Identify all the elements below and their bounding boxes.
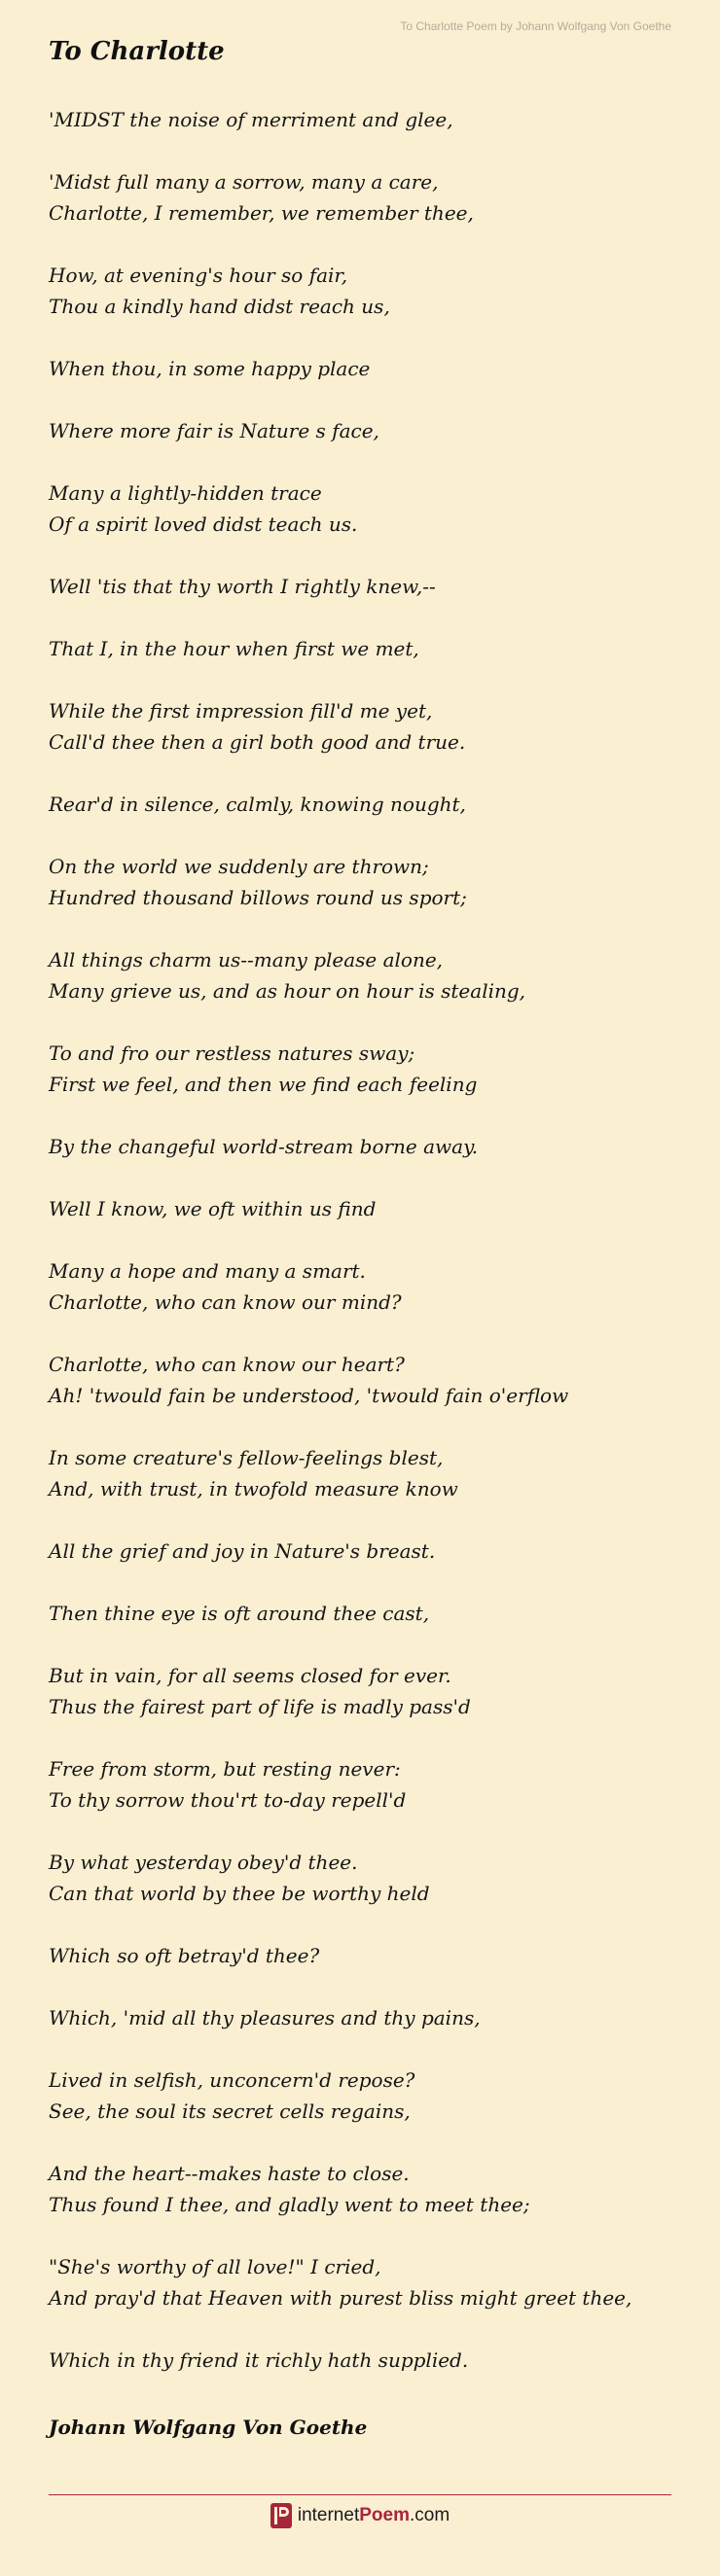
poem-line: While the first impression fill'd me yet, <box>49 699 433 723</box>
poem-line: 'MIDST the noise of merriment and glee, <box>49 108 453 131</box>
poem-line: Ah! 'twould fain be understood, 'twould fain o'erflow <box>49 1384 569 1407</box>
poem-line: All things charm us--many please alone, <box>49 948 444 971</box>
poem-line: "She's worthy of all love!" I cried, <box>49 2255 381 2278</box>
poem-line: First we feel, and then we find each feeling <box>49 1073 478 1096</box>
poem-stanza <box>49 695 691 758</box>
poem-line: Then thine eye is oft around thee cast, <box>49 1602 430 1625</box>
poem-stanza <box>49 1255 691 1318</box>
poem-line: And, with trust, in twofold measure know <box>49 1477 458 1500</box>
poem-stanza <box>49 789 691 820</box>
logo-suffix: .com <box>409 2505 450 2525</box>
poem-line: But in vain, for all seems closed for ever. <box>49 1664 451 1687</box>
poem-stanza <box>49 1349 691 1411</box>
poem-line: How, at evening's hour so fair, <box>49 264 348 287</box>
poem-line: By what yesterday obey'd thee. <box>49 1851 358 1874</box>
poem-body <box>49 104 691 2407</box>
poem-stanza <box>49 1847 691 1909</box>
poem-line: In some creature's fellow-feelings blest, <box>49 1446 444 1469</box>
poem-line: Many grieve us, and as hour on hour is stealing, <box>49 979 526 1003</box>
poem-stanza <box>49 2158 691 2220</box>
poem-line: All the grief and joy in Nature's breast. <box>49 1539 436 1563</box>
poem-stanza <box>49 260 691 322</box>
poem-stanza <box>49 571 691 602</box>
poem-stanza <box>49 944 691 1006</box>
poem-line: By the changeful world-stream borne away. <box>49 1135 479 1158</box>
poem-line: To and fro our restless natures sway; <box>49 1041 415 1065</box>
poem-line: Which so oft betray'd thee? <box>49 1944 320 1967</box>
poem-line: Thus found I thee, and gladly went to meet thee; <box>49 2193 530 2216</box>
poem-line: Charlotte, who can know our heart? <box>49 1353 405 1376</box>
poem-stanza <box>49 477 691 540</box>
poem-line: On the world we suddenly are thrown; <box>49 855 429 878</box>
poem-line: And pray'd that Heaven with purest bliss might greet thee, <box>49 2286 632 2310</box>
poem-line: Lived in selfish, unconcern'd repose? <box>49 2068 415 2092</box>
poem-line: Call'd thee then a girl both good and true. <box>49 730 466 754</box>
poem-stanza <box>49 1442 691 1504</box>
footer-divider <box>49 2494 671 2495</box>
site-logo-text <box>298 2505 450 2526</box>
internetpoem-logo-icon <box>270 2503 292 2528</box>
site-logo[interactable] <box>0 2503 720 2528</box>
poem-stanza <box>49 2002 691 2033</box>
poem-line: Can that world by thee be worthy held <box>49 1882 430 1905</box>
poem-line: And the heart--makes haste to close. <box>49 2162 410 2185</box>
poem-stanza <box>49 1753 691 1816</box>
poem-stanza <box>49 353 691 384</box>
poem-line: To thy sorrow thou'rt to-day repell'd <box>49 1788 407 1812</box>
poem-line: Free from storm, but resting never: <box>49 1757 401 1781</box>
poem-stanza <box>49 104 691 135</box>
poem-stanza <box>49 1660 691 1722</box>
poem-stanza <box>49 2064 691 2127</box>
poem-stanza <box>49 851 691 913</box>
poem-line: 'Midst full many a sorrow, many a care, <box>49 170 439 194</box>
poem-line: Hundred thousand billows round us sport; <box>49 886 467 909</box>
poem-stanza <box>49 1598 691 1629</box>
poem-stanza <box>49 1131 691 1162</box>
poem-line: Well I know, we oft within us find <box>49 1197 377 1220</box>
poem-line: Rear'd in silence, calmly, knowing nought, <box>49 793 466 816</box>
poem-line: Well 'tis that thy worth I rightly knew,-- <box>49 575 436 598</box>
poem-stanza <box>49 2345 691 2376</box>
poem-line: Many a lightly-hidden trace <box>49 481 322 505</box>
poem-line: Charlotte, I remember, we remember thee, <box>49 201 474 225</box>
poem-stanza <box>49 2251 691 2313</box>
header-caption: To Charlotte Poem by Johann Wolfgang Von Goethe <box>400 19 671 33</box>
poem-stanza <box>49 166 691 229</box>
poem-line: Many a hope and many a smart. <box>49 1259 366 1283</box>
logo-brand: Poem <box>359 2505 410 2525</box>
poem-stanza <box>49 1193 691 1224</box>
logo-prefix: internet <box>297 2505 360 2525</box>
poem-author: Johann Wolfgang Von Goethe <box>49 2416 368 2439</box>
poem-stanza <box>49 1940 691 1971</box>
poem-line: Thou a kindly hand didst reach us, <box>49 295 390 318</box>
poem-line: When thou, in some happy place <box>49 357 371 380</box>
poem-stanza <box>49 1535 691 1567</box>
poem-line: Which, 'mid all thy pleasures and thy pains, <box>49 2006 481 2029</box>
poem-title: To Charlotte <box>49 37 225 66</box>
poem-line: Of a spirit loved didst teach us. <box>49 512 358 536</box>
poem-line: Charlotte, who can know our mind? <box>49 1290 402 1314</box>
poem-line: Which in thy friend it richly hath supplied. <box>49 2348 469 2372</box>
poem-line: Thus the fairest part of life is madly pass'd <box>49 1695 471 1718</box>
poem-stanza <box>49 415 691 446</box>
poem-stanza <box>49 633 691 664</box>
poem-line: Where more fair is Nature s face, <box>49 419 379 442</box>
poem-line: That I, in the hour when first we met, <box>49 637 419 660</box>
poem-stanza <box>49 1038 691 1100</box>
poem-line: See, the soul its secret cells regains, <box>49 2100 411 2123</box>
